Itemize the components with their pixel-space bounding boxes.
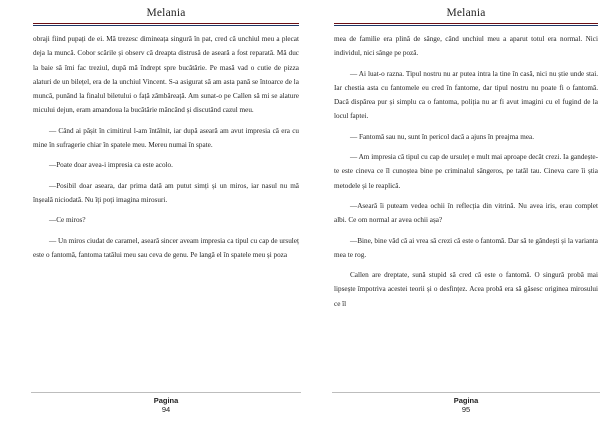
- paragraph: — Când ai pășit în cimitirul l-am întâlnit, iar după aseară am avut impresia că era cu mine în sufragerie chiar în spatele meu. Mereu numai în spate.: [33, 126, 299, 150]
- left-page: [33, 0, 299, 425]
- page-body: [33, 32, 299, 382]
- footer-rule: [332, 392, 600, 393]
- page-footer: [33, 396, 299, 414]
- paragraph: —Aseară îi puteam vedea ochii în reflecția din vitrină. Nu avea iris, erau complet albi. Ce om normal ar avea ochii așa?: [334, 201, 598, 225]
- paragraph: —Poate doar avea-i impresia ca este acolo.: [49, 161, 173, 170]
- paragraph: —Posibil doar aseara, dar prima dată am putut simți și un miros, iar nasul nu mă înșeală niciodată. Nu îți poți imagina mirosuri.: [33, 181, 299, 204]
- paragraph: —Bine, bine văd că ai vrea să crezi că este o fantomă. Dar să te gândești și la varianta mea te rog.: [334, 236, 598, 259]
- footer-rule: [31, 392, 301, 393]
- right-page: [334, 0, 598, 425]
- paragraph: — Am impresia că tipul cu cap de ursuleț e mult mai aproape decât crezi. Ia gandește-te este cineva ce îl cunoștea bine pe criminalul sângeros, pe tatăl tau. Cineva care îi știa metodele și le reaplică.: [334, 153, 598, 190]
- footer-label: Pagina: [153, 396, 179, 405]
- paragraph: obraji fiind pupați de ei. Mă trezesc dimineața singură în pat, cred că unchiul meu a plecat deja la muncă. Cobor scările și observ că dreapta distrusă de aseară a fost reparată. Mă duc la baie să îmi fac treziul, după mă îndrept spre bucătărie. Pe masă vad o cutie de pizza alaturi de un bilețel, era de la unchiul Vincent. S-a asigurat să am asta pană se întoarce de la muncă, punând la finalul biletului o față zâmbăreață. Am sunat-o pe Callen să mi se alature micului dejun, eram amandoua la bucătărie mâncând și discutând cazul meu.: [33, 35, 299, 115]
- paragraph: — Un miros ciudat de caramel, aseară sincer aveam impresia ca tipul cu cap de ursuleț este o fantomă, fantoma tatălui meu sau ceva de genu. Pe langă el în spatele meu și poza: [33, 236, 299, 259]
- paragraph: mea de familie era plină de sânge, când unchiul meu a aparut totul era normal. Nici individul, nici sânge pe poză.: [334, 35, 598, 58]
- header-rule: [334, 23, 598, 26]
- paragraph: Callen are dreptate, sună stupid să cred că este o fantomă. O singură probă mai lipsește împotriva acestei teorii și o desfințez. Acea probă era să găsesc originea mirosului ce îl: [334, 271, 598, 308]
- paragraph: —Ce miros?: [49, 216, 86, 225]
- page-number: 94: [161, 405, 171, 414]
- page-header: Melania: [146, 7, 186, 19]
- paragraph: — Fantomă sau nu, sunt în pericol dacă a ajuns în preajma mea.: [350, 132, 535, 141]
- page-body: [334, 32, 598, 382]
- footer-label: Pagina: [453, 396, 479, 405]
- header-rule: [33, 23, 299, 26]
- page-header: Melania: [446, 7, 486, 19]
- page-footer: [334, 396, 598, 414]
- page-number: 95: [461, 405, 471, 414]
- paragraph: — Ai luat-o razna. Tipul nostru nu ar putea intra la tine în casă, nici nu știe unde stai. Iar chestia asta cu fantomele eu cred în fantome, dar tipul nostru nu poate fi o fantomă. Dacă dispărea pur și simplu ca o fantoma, poliția nu ar fi avut imagini cu el fugind de la locul faptei.: [334, 69, 598, 121]
